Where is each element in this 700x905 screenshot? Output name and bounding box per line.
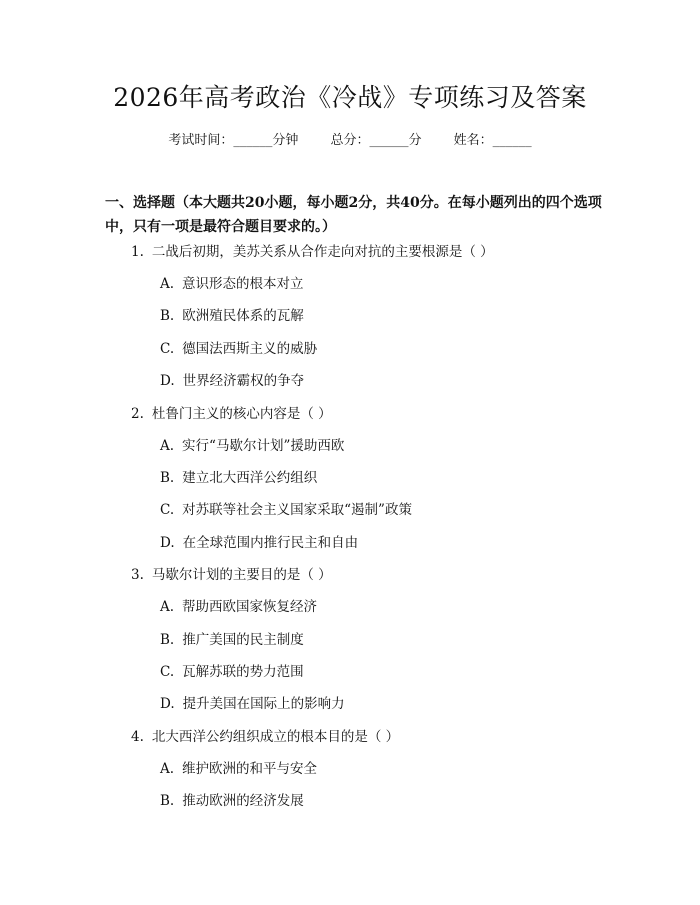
option-d [160, 369, 700, 401]
question-stem [131, 240, 700, 272]
option-a [160, 595, 700, 627]
option-letter: C. [160, 663, 175, 680]
exam-info-line [0, 132, 700, 150]
option-letter: A. [160, 276, 175, 292]
option-b [160, 628, 700, 660]
option-text: 对苏联等社会主义国家采取“遏制”政策 [182, 502, 412, 519]
option-a [160, 434, 700, 466]
option-letter: C. [160, 340, 175, 357]
question-text: 二战后初期，美苏关系从合作走向对抗的主要根源是（ ） [151, 244, 494, 260]
question-text: 马歇尔计划的主要目的是（ ） [151, 567, 332, 584]
option-text: 在全球范围内推行民主和自由 [182, 534, 359, 551]
option-text: 欧洲殖民体系的瓦解 [182, 308, 304, 325]
question-1 [0, 240, 700, 402]
option-letter: B. [160, 793, 175, 810]
question-number: 3. [131, 567, 144, 584]
page-title: 2026年高考政治《冷战》专项练习及答案 [113, 83, 587, 112]
option-text: 推动欧洲的经济发展 [182, 793, 304, 810]
option-text: 瓦解苏联的势力范围 [182, 663, 304, 680]
question-number: 2. [131, 405, 144, 422]
option-b [160, 304, 700, 336]
option-text: 帮助西欧国家恢复经济 [182, 599, 318, 616]
option-d [160, 531, 700, 563]
question-number: 1. [131, 244, 144, 260]
option-text: 意识形态的根本对立 [182, 276, 304, 292]
question-stem [131, 563, 700, 595]
option-letter: B. [160, 631, 175, 648]
option-text: 实行“马歇尔计划”援助西欧 [182, 437, 345, 454]
option-letter: A. [160, 599, 175, 616]
option-text: 维护欧洲的和平与安全 [182, 760, 318, 777]
question-stem [131, 402, 700, 434]
question-3 [0, 563, 700, 725]
option-letter: D. [160, 534, 175, 551]
option-a [160, 757, 700, 789]
option-text: 德国法西斯主义的威胁 [182, 340, 318, 357]
question-4 [0, 725, 700, 822]
option-text: 世界经济霸权的争夺 [182, 373, 305, 390]
exam-time-field: 考试时间：______分钟 [168, 133, 299, 148]
option-b [160, 466, 700, 498]
option-letter: A. [160, 760, 175, 777]
option-b [160, 789, 700, 821]
option-text: 建立北大西洋公约组织 [182, 469, 318, 486]
option-letter: B. [160, 469, 175, 486]
question-list [0, 240, 700, 821]
question-stem [131, 725, 700, 757]
question-2 [0, 402, 700, 564]
option-text: 推广美国的民主制度 [182, 631, 304, 648]
option-letter: D. [160, 373, 175, 390]
section-heading: 一、选择题（本大题共20小题，每小题2分，共40分。在每小题列出的四个选项中，只有一项是最符合题目要求的。） [105, 195, 602, 235]
option-text: 提升美国在国际上的影响力 [182, 696, 345, 713]
option-d [160, 692, 700, 724]
option-letter: A. [160, 437, 175, 454]
option-c [160, 660, 700, 692]
option-letter: D. [160, 696, 175, 713]
question-number: 4. [131, 728, 144, 745]
question-text: 杜鲁门主义的核心内容是（ ） [151, 405, 332, 422]
option-c [160, 498, 700, 530]
student-name-field: 姓名：______ [453, 133, 532, 148]
total-score-field: 总分：______分 [330, 133, 422, 148]
question-text: 北大西洋公约组织成立的根本目的是（ ） [151, 728, 400, 745]
option-a [160, 272, 700, 304]
option-letter: C. [160, 502, 175, 519]
option-c [160, 337, 700, 369]
option-letter: B. [160, 308, 175, 325]
